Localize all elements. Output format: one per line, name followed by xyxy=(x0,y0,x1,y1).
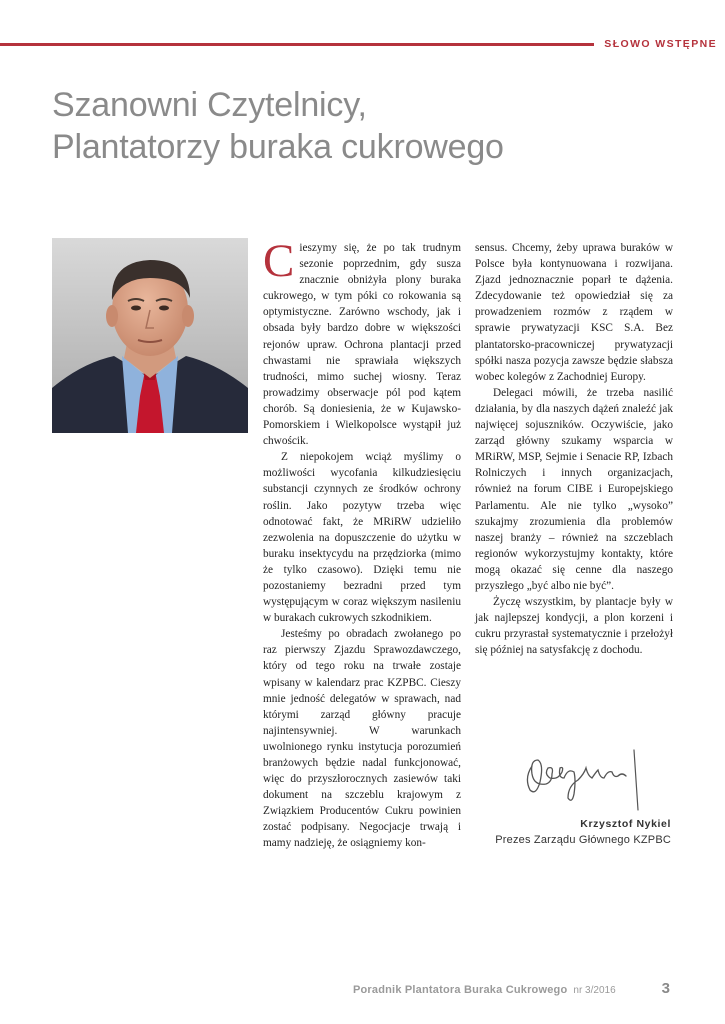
dropcap-letter: C xyxy=(263,235,295,287)
signatory-name: Krzysztof Nykiel xyxy=(580,818,671,830)
article-paragraph xyxy=(263,235,461,449)
page-title xyxy=(52,84,504,168)
portrait-photo-icon xyxy=(52,238,248,433)
section-label: SŁOWO WSTĘPNE xyxy=(594,35,725,53)
article-column-2 xyxy=(475,240,673,658)
article-paragraph: Z niepokojem wciąż myślimy o możliwości wycofania kilkudziesięciu substancji czynnych ze środków ochrony roślin. Jako pozytyw trzeba więc odnotować fakt, że MRiRW udzieliło zezwolenia na dopuszczenie do użytku w buraku insektycydu na przędziorka (mimo że tylko czasowo). Dzięki temu nie pozostaniemy bezradni przed tym występującym w coraz większym nasileniu w burakach cukrowych szkodnikiem. xyxy=(263,451,461,625)
issue-number: nr 3/2016 xyxy=(573,985,616,996)
handwritten-signature-icon xyxy=(518,738,648,818)
article-column-1 xyxy=(263,235,461,852)
author-portrait-photo xyxy=(52,238,248,433)
title-line-2: Plantatorzy buraka cukrowego xyxy=(52,128,504,166)
article-paragraph: Życzę wszystkim, by plantacje były w jak najlepszej kondycji, a plon korzeni i cukru przyrastał systematycznie i przełożył się później na satysfakcję z dochodu. xyxy=(475,596,673,657)
article-paragraph: Jesteśmy po obradach zwołanego po raz pierwszy Zjazdu Sprawozdawczego, który od tego roku na trwałe zostaje wpisany w kalendarz prac KZPBC. Cieszy mnie jedność delegatów w sprawach, nad którymi zarząd główny pracuje najintensywniej. W warunkach uwolnionego rynku instytucja porozumień branżowych będzie nadal funkcjonować, więc do przyszłorocznych zasiewów taki dokument na szczeblu krajowym z Związkiem Producentów Cukru powinien zostać podpisany. Negocjacje trwają i mamy nadzieję, że osiągniemy kon- xyxy=(263,628,461,850)
paragraph-text: ieszymy się, że po tak trudnym sezonie poprzednim, gdy susza znacznie obniżyła plony buraka cukrowego, w tym póki co rokowania są optymistyczne. Zarówno wschody, jak i obsada były bardzo dobre w większości rejonów upraw. Ochrona plantacji przed chwastami nie sprawiała większych trudności, mimo suchej wiosny. Teraz prowadzimy obserwacje pól pod kątem chorób. Są doniesienia, że w Kujawsko-Pomorskiem i Wielkopolsce wystąpił już chwościk. xyxy=(263,242,461,448)
page-footer xyxy=(353,980,670,997)
article-paragraph: Delegaci mówili, że trzeba nasilić działania, by dla naszych dążeń znaleźć jak najwięcej sojuszników. Oczywiście, jako zarząd główny szukamy wsparcia w MRiRW, MSP, Sejmie i Senacie RP, Izbach Rolniczych i innych organizacjach, również na forum CIBE i Europejskiego Parlamentu. Ale nie tylko „wysoko” szukajmy zrozumienia dla problemów naszej branży – również na szczeblach regionów wykorzystujmy kontakty, które mogą okazać się cenne dla naszego przyszłego „być albo nie być”. xyxy=(475,386,673,592)
title-line-1: Szanowni Czytelnicy, xyxy=(52,86,367,124)
publication-title: Poradnik Plantatora Buraka Cukrowego xyxy=(352,984,568,996)
signatory-role: Prezes Zarządu Głównego KZPBC xyxy=(495,834,671,846)
page-number: 3 xyxy=(661,980,670,997)
article-paragraph: sensus. Chcemy, żeby uprawa buraków w Polsce była kontynuowana i rozwijana. Zjazd jednoznacznie poparł te dążenia. Zdecydowanie też opowiedział się za prowadzeniem rozmów z rządem w sprawie prywatyzacji KSC S.A. Bez plantatorsko-pracowniczej prywatyzacji spółki nasza pozycja zawsze będzie słabsza wobec kolegów z Zachodniej Europy. xyxy=(475,242,673,383)
